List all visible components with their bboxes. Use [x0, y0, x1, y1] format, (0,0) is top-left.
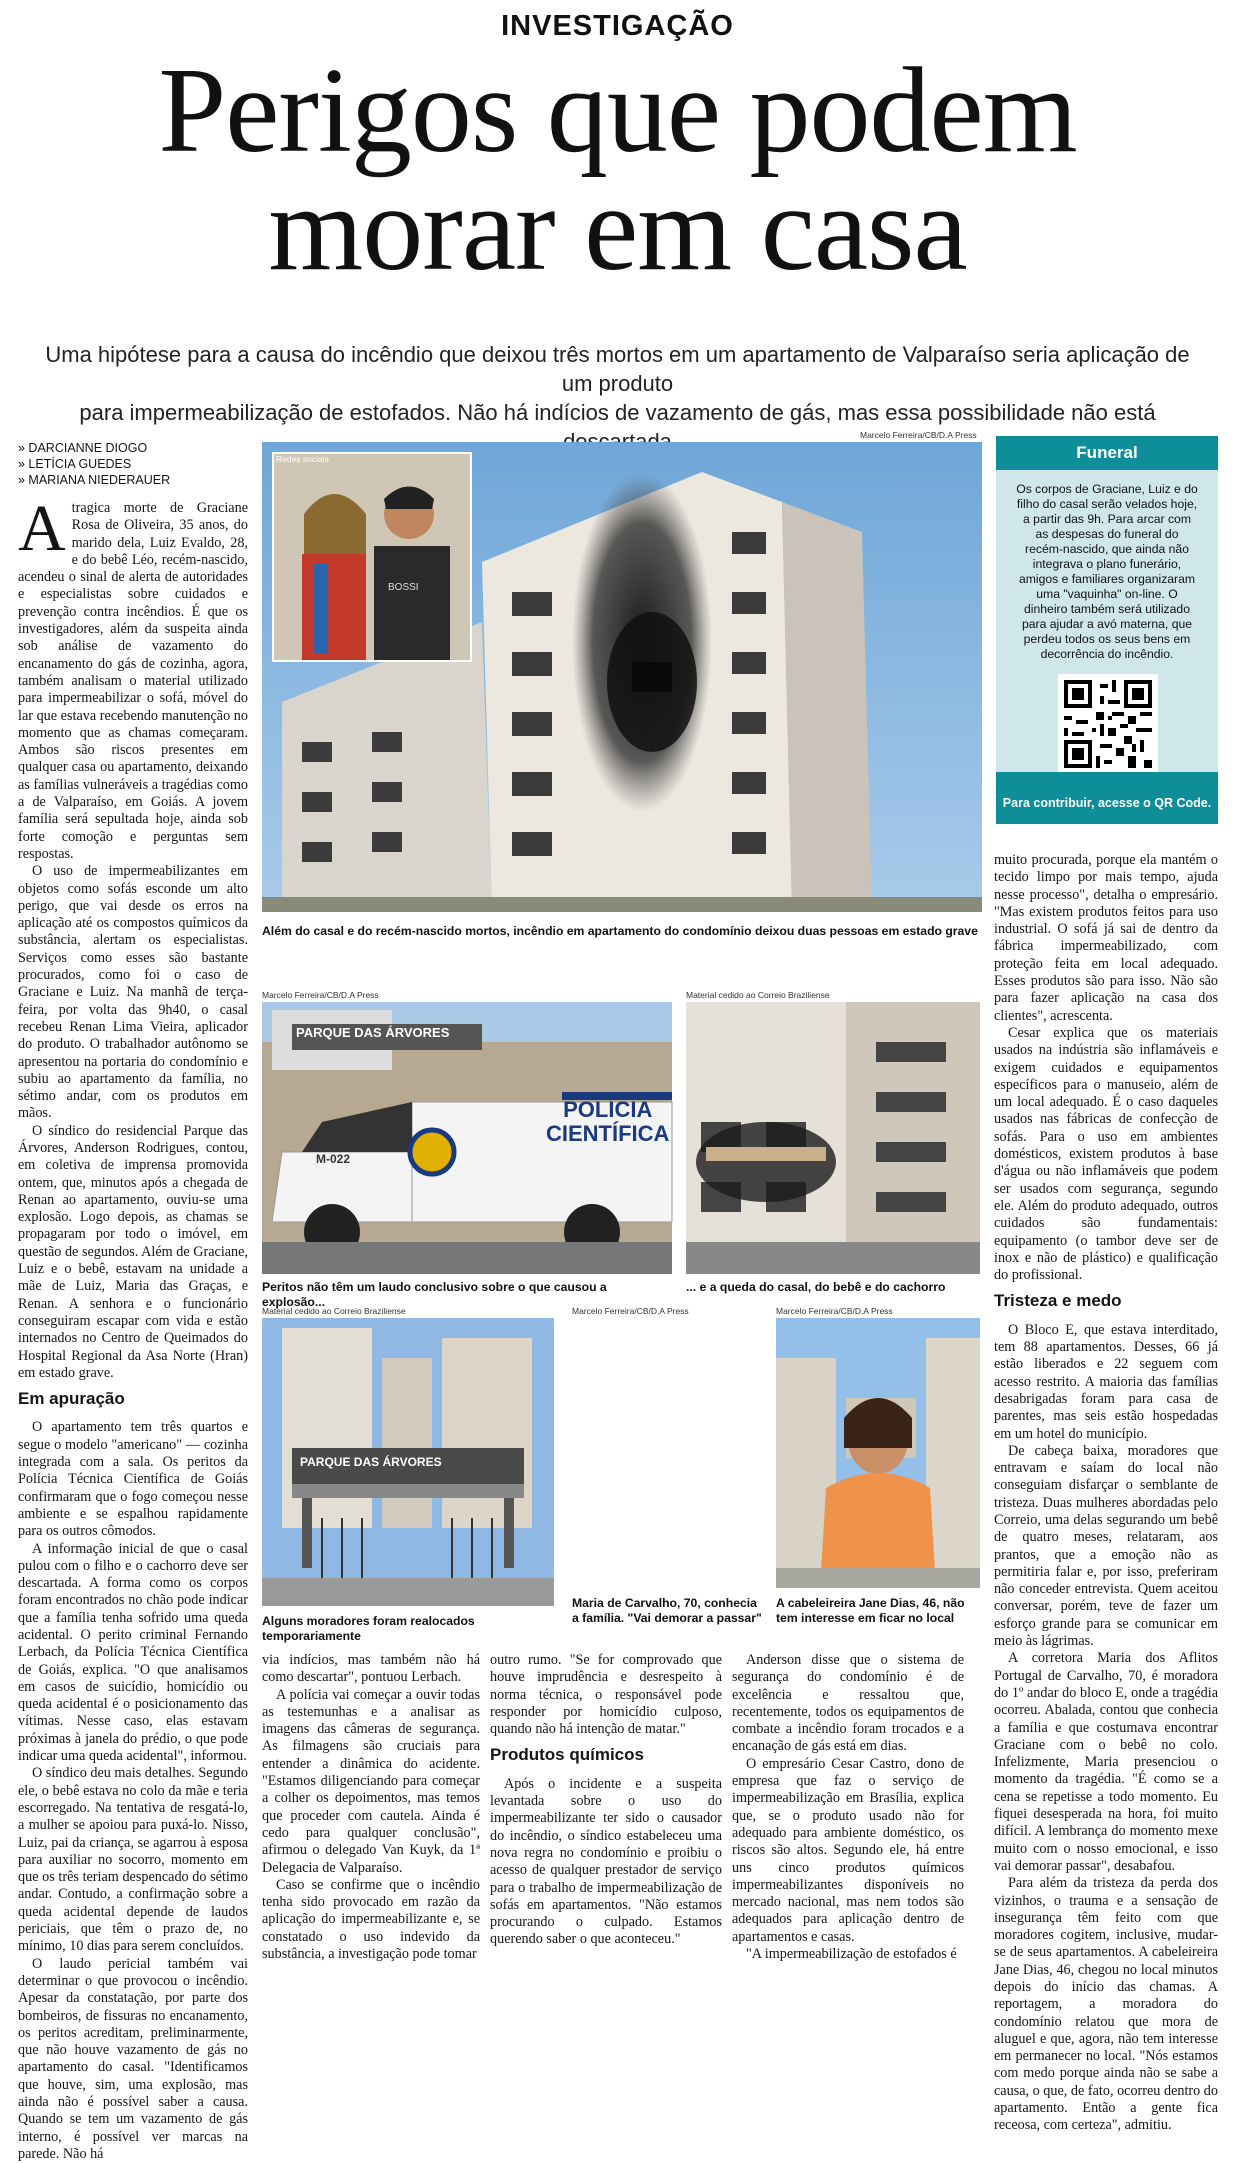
- section-heading: Produtos químicos: [490, 1745, 644, 1765]
- paragraph: O Bloco E, que estava interditado, tem 88 apartamentos. Desses, 66 já estão liberados e 22 seguem com acesso restrito. A maioria das famílias desabrigadas foram para casa de parentes, mas seis estão hospedadas em um hotel do município.: [994, 1321, 1218, 1442]
- maria-photo-caption: Maria de Carvalho, 70, conhecia a família. "Vai demorar a passar": [572, 1596, 762, 1625]
- lead-paragraph: Atragica morte de Graciane Rosa de Oliveira, 35 anos, do marido dela, Luiz Evaldo, 28, e do bebê Léo, recém-nascido, acendeu o sinal de alerta de autoridades e especialistas sobre cuidados e prevenção contra incêndios. É que os investigadores, além da suspeita ainda sob análise de vazamento do encanamento do gás de cozinha, agora, também analisam o material utilizado para impermeabilizar o sofá, móvel do lar que estava recebendo manutenção no momento que as chamas começaram. Ambos são riscos presentes em qualquer casa ou apartamento, deixando as famílias vulneráveis a tragédias como a de Valparaíso, em Goiás. A jovem família será sepultada hoje, ainda sob forte comoção e perguntas sem respostas.: [18, 492, 248, 862]
- paragraph: Anderson disse que o sistema de segurança do condomínio é de excelência e ressaltou que, recentemente, todos os equipamentos de combate a incêndio foram trocados e a encanação de gás está em dias.: [732, 1652, 964, 1755]
- article-column-3: [490, 1652, 722, 1948]
- paragraph: A polícia vai começar a ouvir todas as testemunhas e a analisar as imagens das câmeras de segurança. As filmagens são cruciais para entender a dinâmica do acidente. "Estamos diligenciando para começar a colher os depoimentos, mas temos que proceder com cautela. Ainda é cedo para qualquer conclusão", afirmou o delegado Van Kuyk, da 1ª Delegacia de Valparaíso.: [262, 1686, 480, 1876]
- paragraph: O uso de impermeabilizantes em objetos como sofás esconde um alto perigo, que vai desde os erros na aplicação até os compostos químicos da substância, alertam os especialistas. Serviços como esses são bastante procurados, como foi o caso de Graciane e Luiz. Na manhã de terça-feira, por volta das 9h40, o casal recebeu Renan Lima Vieira, aplicador do produto. O trabalhador autônomo se apresentou na portaria do condomínio e subiu ao apartamento da família, no sétimo andar, com os produtos em mãos.: [18, 863, 248, 1122]
- police-photo-caption: Peritos não têm um laudo conclusivo sobre o que causou a explosão...: [262, 1280, 607, 1309]
- inset-credit: Redes sociais: [276, 454, 329, 464]
- paragraph: outro rumo. "Se for comprovado que houve imprudência e desrespeito à norma técnica, o responsável pode responder por homicídio culposo, quando não há intenção de matar.": [490, 1652, 722, 1738]
- inset-photo-couple: [272, 452, 472, 662]
- paragraph: O síndico do residencial Parque das Árvores, Anderson Rodrigues, contou, em coletiva de imprensa promovida ontem, que, minutos após a chegada de Renan ao apartamento, ouviu-se uma explosão. Logo depois, as chamas se propagaram por todo o imóvel, em questão de segundos. Além de Graciane, Luiz e o bebê, estavam na unidade a mãe de Luiz, Maria das Graças, e Renan. A senhora e o funcionário conseguiram escapar com vida e estão internados no Centro de Queimados do Hospital Regional da Asa Norte (Hran) em estado grave.: [18, 1122, 248, 1381]
- inset-shirt-text: BOSSI: [388, 582, 419, 593]
- paragraph: A corretora Maria dos Aflitos Portugal de Carvalho, 70, é moradora do 1º andar do bloco E, onde a tragédia ocorreu. Abalada, contou que conhecia a família e que costumava encontrar Graciane com o bebê no colo. Infelizmente, Maria presenciou o momento da tragédia. "É como se a cena se repetisse a todo momento. Eu fiquei desesperada na hora, foi muito difícil. A lembrança do momento mexe muito com o nosso emocional, e isso vai demorar passar", desabafou.: [994, 1650, 1218, 1874]
- photo-credit: Material cedido ao Correio Braziliense: [686, 990, 830, 1000]
- article-column-4: [732, 1652, 964, 1963]
- funeral-box: [996, 436, 1218, 824]
- paragraph: O síndico deu mais detalhes. Segundo ele, o bebê estava no colo da mãe e teria escorregado. Na tentativa de resgatá-lo, a mulher se apoiou para puxá-lo. Nisso, Luiz, pai da criança, se agarrou à esposa para auxiliar no socorro, momento em que os três teriam despencado do sétimo andar. Contudo, a confirmação sobre a queda acidental depende de laudos periciais, que têm o prazo de, no mínimo, 10 dias para serem concluídos.: [18, 1765, 248, 1955]
- photo-burned-balconies: [686, 1002, 980, 1274]
- gate-sign: PARQUE DAS ÁRVORES: [300, 1455, 442, 1469]
- paragraph: O laudo pericial também vai determinar o que provocou o incêndio. Apesar da constatação, por parte dos bombeiros, de fissuras no encanamento, os peritos acreditam, preliminarmente, que não houve vazamento de gás no apartamento do casal. "Identificamos que houve, sim, uma explosão, mas ainda não é possível saber a causa. Quando se tem um vazamento de gás interno, é possível ver marcas na parede. Não há: [18, 1955, 248, 2162]
- truck-label: [546, 1098, 669, 1146]
- gate-photo-caption: Alguns moradores foram realocados temporariamente: [262, 1614, 475, 1643]
- paragraph: Cesar explica que os materiais usados na indústria são inflamáveis e exigem cuidados e equipamentos específicos para o manuseio, além de um local adequado. É o caso daqueles usados nas fábricas de confecção de sofás. Para o uso em ambientes domésticos, existem produtos à base d'água ou não inflamáveis que podem ser usados com segurança, segundo ele. Além do produto adequado, outros cuidados são fundamentais: equipamento (o tambor deve ser de inox e não de plástico) e qualificação do profissional.: [994, 1024, 1218, 1284]
- subheadline-line-1: Uma hipótese para a causa do incêndio que deixou três mortos em um apartamento de Valparaíso seria aplicação de um produto: [45, 342, 1190, 396]
- headline-line-1: Perigos que podem: [158, 43, 1077, 178]
- article-column-2: [262, 1652, 480, 1963]
- burned-facade-illustration: [686, 1002, 980, 1274]
- paragraph: "A impermeabilização de estofados é: [746, 1946, 957, 1963]
- section-heading: Em apuração: [18, 1389, 125, 1409]
- paragraph: O apartamento tem três quartos e segue o modelo "americano" — cozinha integrada com a sala. Os peritos da Polícia Técnica Científica de Goiás confirmaram que o fogo começou nesse ambiente e se espalhou rapidamente para os outros cômodos.: [18, 1419, 248, 1540]
- funeral-body: Os corpos de Graciane, Luiz e do filho do casal serão velados hoje, a partir das 9h. Para arcar com as despesas do funeral do recém-nascido, que ainda não integrava o plano funerário, amigos e familiares organizaram uma "vaquinha" on-line. O dinheiro também será utilizado para ajudar a avó materna, que perdeu todos os seus bens em decorrência do incêndio.: [1016, 482, 1198, 661]
- jane-illustration: [776, 1318, 980, 1588]
- photo-credit: Marcelo Ferreira/CB/D.A Press: [572, 1306, 689, 1316]
- photo-credit: Marcelo Ferreira/CB/D.A Press: [262, 990, 379, 1000]
- article-column-5: [994, 852, 1218, 2134]
- paragraph: via indícios, mas também não há como descartar", pontuou Lerbach.: [262, 1652, 480, 1686]
- photo-credit: Material cedido ao Correio Braziliense: [262, 1306, 406, 1316]
- paragraph: O empresário Cesar Castro, dono de empresa que faz o serviço de impermeabilização em Brasília, explica que, se o produto usado não for adequado para ambiente doméstico, os riscos são altos. Segundo ele, há entre uns cinco produtos químicos impermeabilizantes disponíveis no mercado nacional, mas nem todos são adequados para aplicação dentro de apartamentos e casas.: [732, 1755, 964, 1945]
- byline-author: » DARCIANNE DIOGO: [18, 441, 148, 455]
- truck-code: M-022: [316, 1152, 351, 1166]
- paragraph: De cabeça baixa, moradores que entravam e saíam do local não conseguiam disfarçar o semblante de tristeza. Duas mulheres abordadas pelo Correio, uma delas segurando um bebê de quatro meses, relataram, aos prantos, que a emoção não as permitiria falar e, por isso, preferiram não conceder entrevista. Quem aceitou conversar, porém, teve de fazer um esforço grande para se comunicar em meio às lágrimas.: [994, 1442, 1218, 1650]
- headline-line-2: morar em casa: [268, 161, 967, 296]
- subheadline-line-2: para impermeabilização de estofados. Não há indícios de vazamento de gás, mas essa possibilidade não está: [79, 400, 1156, 425]
- bylines: [18, 440, 248, 488]
- photo-credit: Marcelo Ferreira/CB/D.A Press: [860, 430, 977, 440]
- couple-illustration: [274, 454, 470, 660]
- paragraph: Após o incidente e a suspeita levantada sobre o uso do impermeabilizante ter sido o causador do incêndio, o síndico estabeleceu uma nova regra no condomínio e proibiu o acesso de qualquer prestador de serviço para o trabalho de impermeabilização de sofás em apartamentos. "Não estamos procurando o culpado. Estamos querendo saber o que aconteceu.": [490, 1775, 722, 1948]
- truck-label-line-1: POLÍCIA: [563, 1097, 653, 1122]
- jane-photo-caption: A cabeleireira Jane Dias, 46, não tem interesse em ficar no local: [776, 1596, 965, 1625]
- drop-cap: A: [18, 492, 66, 565]
- burned-photo-caption: ... e a queda do casal, do bebê e do cachorro: [686, 1280, 946, 1294]
- truck-label-line-2: CIENTÍFICA: [546, 1121, 670, 1146]
- section-heading: Tristeza e medo: [994, 1291, 1122, 1311]
- main-photo-caption: Além do casal e do recém-nascido mortos, incêndio em apartamento do condomínio deixou duas pessoas em estado grave: [262, 924, 978, 938]
- paragraph: A informação inicial de que o casal pulou com o filho e o cachorro deve ser descartada. A forma como os corpos foram encontrados no chão pode indicar que a família tenha sofrido uma queda acidental. O perito criminal Fernando Lerbach, da Polícia Técnica Científica de Goiás, explica. "O que analisamos em casos de suicídio, homicídio ou queda acidental é o posicionamento das vítimas. Nesse caso, elas estavam próximas à janela do prédio, o que pode indicar uma queda acidental", informou.: [18, 1540, 248, 1765]
- paragraph: Para além da tristeza da perda dos vizinhos, o trauma e a sensação de insegurança têm feito com que moradores cogitem, inclusive, mudar-se de seus apartamentos. A cabeleireira Jane Dias, 46, chegou no local minutos depois do início das chamas. A reportagem, a moradora do condomínio relatou que mora de aluguel e que, agora, não tem interesse em permanecer no local. "Nós estamos com medo porque ainda não se sabe a causa, o que, de fato, ocorreu dentro do apartamento. Então a gente fica receosa, com certeza", admitiu.: [994, 1875, 1218, 2134]
- byline-author: » MARIANA NIEDERAUER: [18, 473, 171, 487]
- photo-jane-dias: [776, 1318, 980, 1588]
- byline-author: » LETÍCIA GUEDES: [18, 457, 132, 471]
- qr-code-icon: [1064, 680, 1152, 768]
- article-column-1: [18, 440, 248, 2162]
- paragraph: Caso se confirme que o incêndio tenha sido provocado em razão da aplicação do impermeabilizante e, se constatado o uso indevido da substância, a investigação pode tomar: [262, 1876, 480, 1963]
- qr-code[interactable]: [1058, 674, 1158, 774]
- photo-credit: Marcelo Ferreira/CB/D.A Press: [776, 1306, 893, 1316]
- paragraph: muito procurada, porque ela mantém o tecido limpo por mais tempo, ajuda nesse processo", detalha o empresário. "Mas existem produtos feitos para uso industrial. O sofá já sai de dentro da fábrica impermeabilizado, com proteção feita em local adequado. Esses produtos são para isso. Não são para fazer aplicação na casa dos clientes", acrescenta.: [994, 852, 1218, 1024]
- funeral-title: Funeral: [996, 436, 1218, 470]
- funeral-footer: Para contribuir, acesse o QR Code.: [996, 772, 1218, 824]
- police-sign: PARQUE DAS ÁRVORES: [296, 1025, 450, 1040]
- headline: [20, 43, 1215, 296]
- photo-maria-de-carvalho: [572, 1318, 762, 1588]
- section-kicker: INVESTIGAÇÃO: [501, 10, 734, 42]
